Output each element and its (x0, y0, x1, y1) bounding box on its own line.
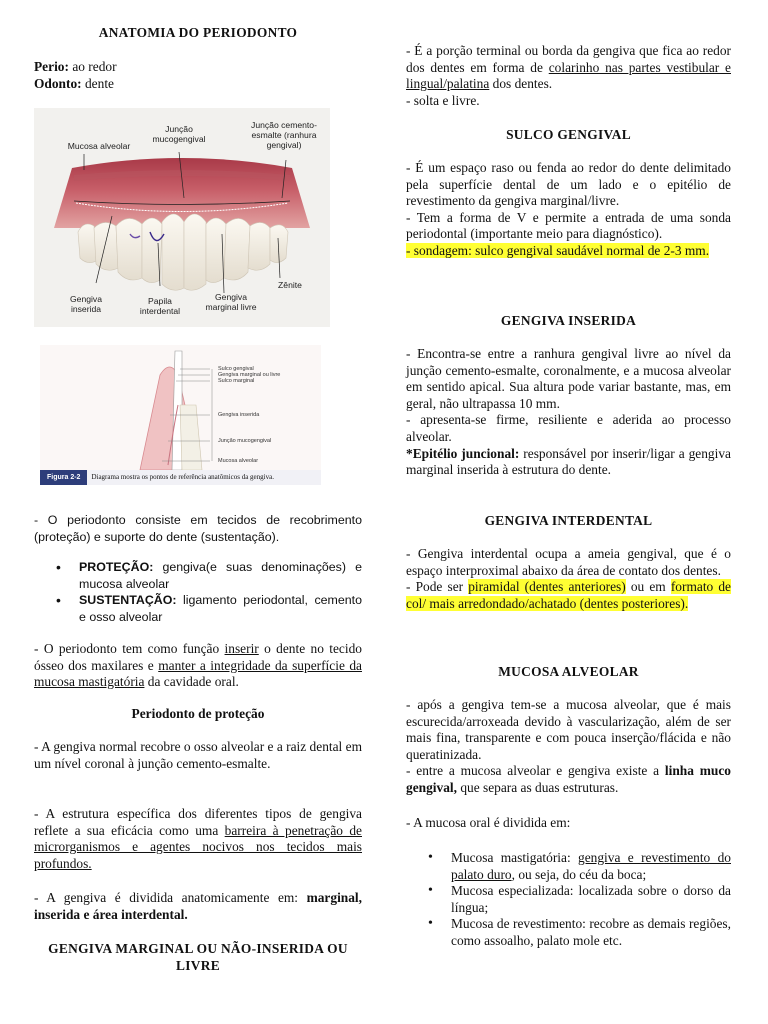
mucosa-alveolar-heading: MUCOSA ALVEOLAR (498, 664, 639, 679)
label-mucosa-alveolar: Mucosa alveolar (67, 141, 131, 151)
periodonto-intro: - O periodonto consiste em tecidos de recobrimento (proteção) e suporte do dente (sustentação). (34, 513, 362, 544)
periodonto-funcao: - O periodonto tem como função inserir o dente no tecido ósseo dos maxilares e manter a integridade da superfície da mucosa mastigatória da cavidade oral. (34, 641, 362, 690)
label-gengiva-inserida: Gengiva inserida (69, 294, 102, 314)
sulco-gengival-paragraph: - É um espaço raso ou fenda ao redor do dente delimitado pela superfície dental de um lado e o epitélio de revestimento da gengiva marginal/livre. - Tem a forma de V e permite a entrada de uma sonda periodontal (importante meio para diagnóstico). - sondagem: sulco gengival saudável normal de 2-3 mm. (406, 160, 731, 258)
list-item-protecao: • PROTEÇÃO: gengiva(e suas denominações) e mucosa alveolar (34, 559, 362, 592)
label-gengiva-marginal-livre: Gengiva marginal livre (205, 292, 257, 312)
gingiva-cross-section-figure (40, 345, 321, 486)
label-sulco-marginal: Sulco marginal (218, 378, 255, 384)
gengiva-inserida-paragraph: - Encontra-se entre a ranhura gengival livre ao nível da junção cemento-esmalte, coronalmente, e a mucosa alveolar em sentido apical. Sua altura pode variar bastante, mas, em geral, não ultrapassa 10 mm. - apresenta-se firme, resiliente e aderida ao processo alveolar. *Epitélio juncional: responsável por inserir/ligar a gengiva marginal inserida à estrutura do dente. (406, 346, 731, 478)
gengiva-marginal-heading: GENGIVA MARGINAL OU NÃO-INSERIDA OU LIVRE (48, 941, 348, 973)
gingiva-photo-figure (34, 108, 330, 327)
periodonto-protecao-heading: Periodonto de proteção (131, 706, 265, 721)
gengiva-divisao-paragraph: - A gengiva é dividida anatomicamente em: marginal, inserida e área interdental. (34, 890, 362, 922)
label-juncao-cemento-esmalte: Junção cemento-esmalte (ranhura gengival) (251, 120, 317, 150)
sondagem-highlight: - sondagem: sulco gengival saudável normal de 2-3 mm. (406, 242, 710, 258)
list-item-sustentacao: • SUSTENTAÇÃO: ligamento periodontal, cemento e osso alveolar (34, 592, 362, 625)
document-title: ANATOMIA DO PERIODONTO (98, 25, 298, 40)
mucosa-oral-intro: - A mucosa oral é dividida em: (406, 815, 571, 830)
figure-caption-text: Diagrama mostra os pontos de referência anatômicos da gengiva. (91, 473, 274, 481)
gengiva-estrutura-paragraph: - A estrutura específica dos diferentes tipos de gengiva reflete a sua eficácia como uma barreira à penetração de microrganismos e agentes nocivos nos tecidos mais profundos. (34, 806, 362, 871)
label-papila-interdental: Papila interdental (139, 296, 181, 316)
list-item-mucosa-revestimento: • Mucosa de revestimento: recobre as demais regiões, como assoalho, palato mole etc. (406, 916, 731, 949)
label-gengiva-inserida-2: Gengiva inserida (218, 412, 260, 418)
label-juncao-mucogengival: Junção mucogengival (152, 124, 206, 144)
gengiva-interdental-heading: GENGIVA INTERDENTAL (484, 513, 653, 528)
label-juncao-mucogengival-2: Junção mucogengival (218, 438, 272, 444)
sulco-gengival-heading: SULCO GENGIVAL (506, 127, 631, 142)
protecao-sustentacao-list (34, 559, 362, 625)
perio-definition: Perio: ao redor (34, 59, 117, 74)
label-sulco-gengival: Sulco gengival (218, 366, 254, 372)
list-item-mucosa-mastigatoria: • Mucosa mastigatória: gengiva e revestimento do palato duro, ou seja, do céu da boca; (406, 850, 731, 883)
label-zenite: Zênite (278, 280, 302, 290)
gengiva-inserida-heading: GENGIVA INSERIDA (500, 313, 637, 328)
odonto-definition: Odonto: dente (34, 76, 114, 91)
label-gengiva-marginal-ou-livre: Gengiva marginal ou livre (218, 372, 281, 378)
figure-tag: Figura 2-2 (40, 470, 87, 485)
figure-caption (40, 470, 321, 485)
gengiva-marginal-paragraph: - É a porção terminal ou borda da gengiva que fica ao redor dos dentes em forma de colarinho nas partes vestibular e lingual/palatina dos dentes. - solta e livre. (406, 43, 731, 108)
gengiva-normal-paragraph: - A gengiva normal recobre o osso alveolar e a raiz dental em um nível coronal à junção cemento-esmalte. (34, 739, 362, 771)
list-item-mucosa-especializada: • Mucosa especializada: localizada sobre o dorso da língua; (406, 883, 731, 916)
mucosa-oral-list (406, 850, 731, 950)
label-mucosa-alveolar-2: Mucosa alveolar (218, 458, 259, 464)
cross-section-illustration (40, 345, 321, 470)
mucosa-alveolar-paragraph: - após a gengiva tem-se a mucosa alveolar, que é mais escurecida/arroxeada devido à vascularização, além de ser mais fina, transparente e com pouca inserção/flácida e não queratinizada. - entre a mucosa alveolar e gengiva existe a linha muco gengival, que separa as duas estruturas. (406, 697, 731, 795)
gengiva-interdental-paragraph: - Gengiva interdental ocupa a ameia gengival, que é o espaço interproximal abaixo da área de contato dos dentes. - Pode ser piramidal (dentes anteriores) ou em formato de col/ mais arredondado/achatado (dentes posteriores). (406, 546, 731, 611)
